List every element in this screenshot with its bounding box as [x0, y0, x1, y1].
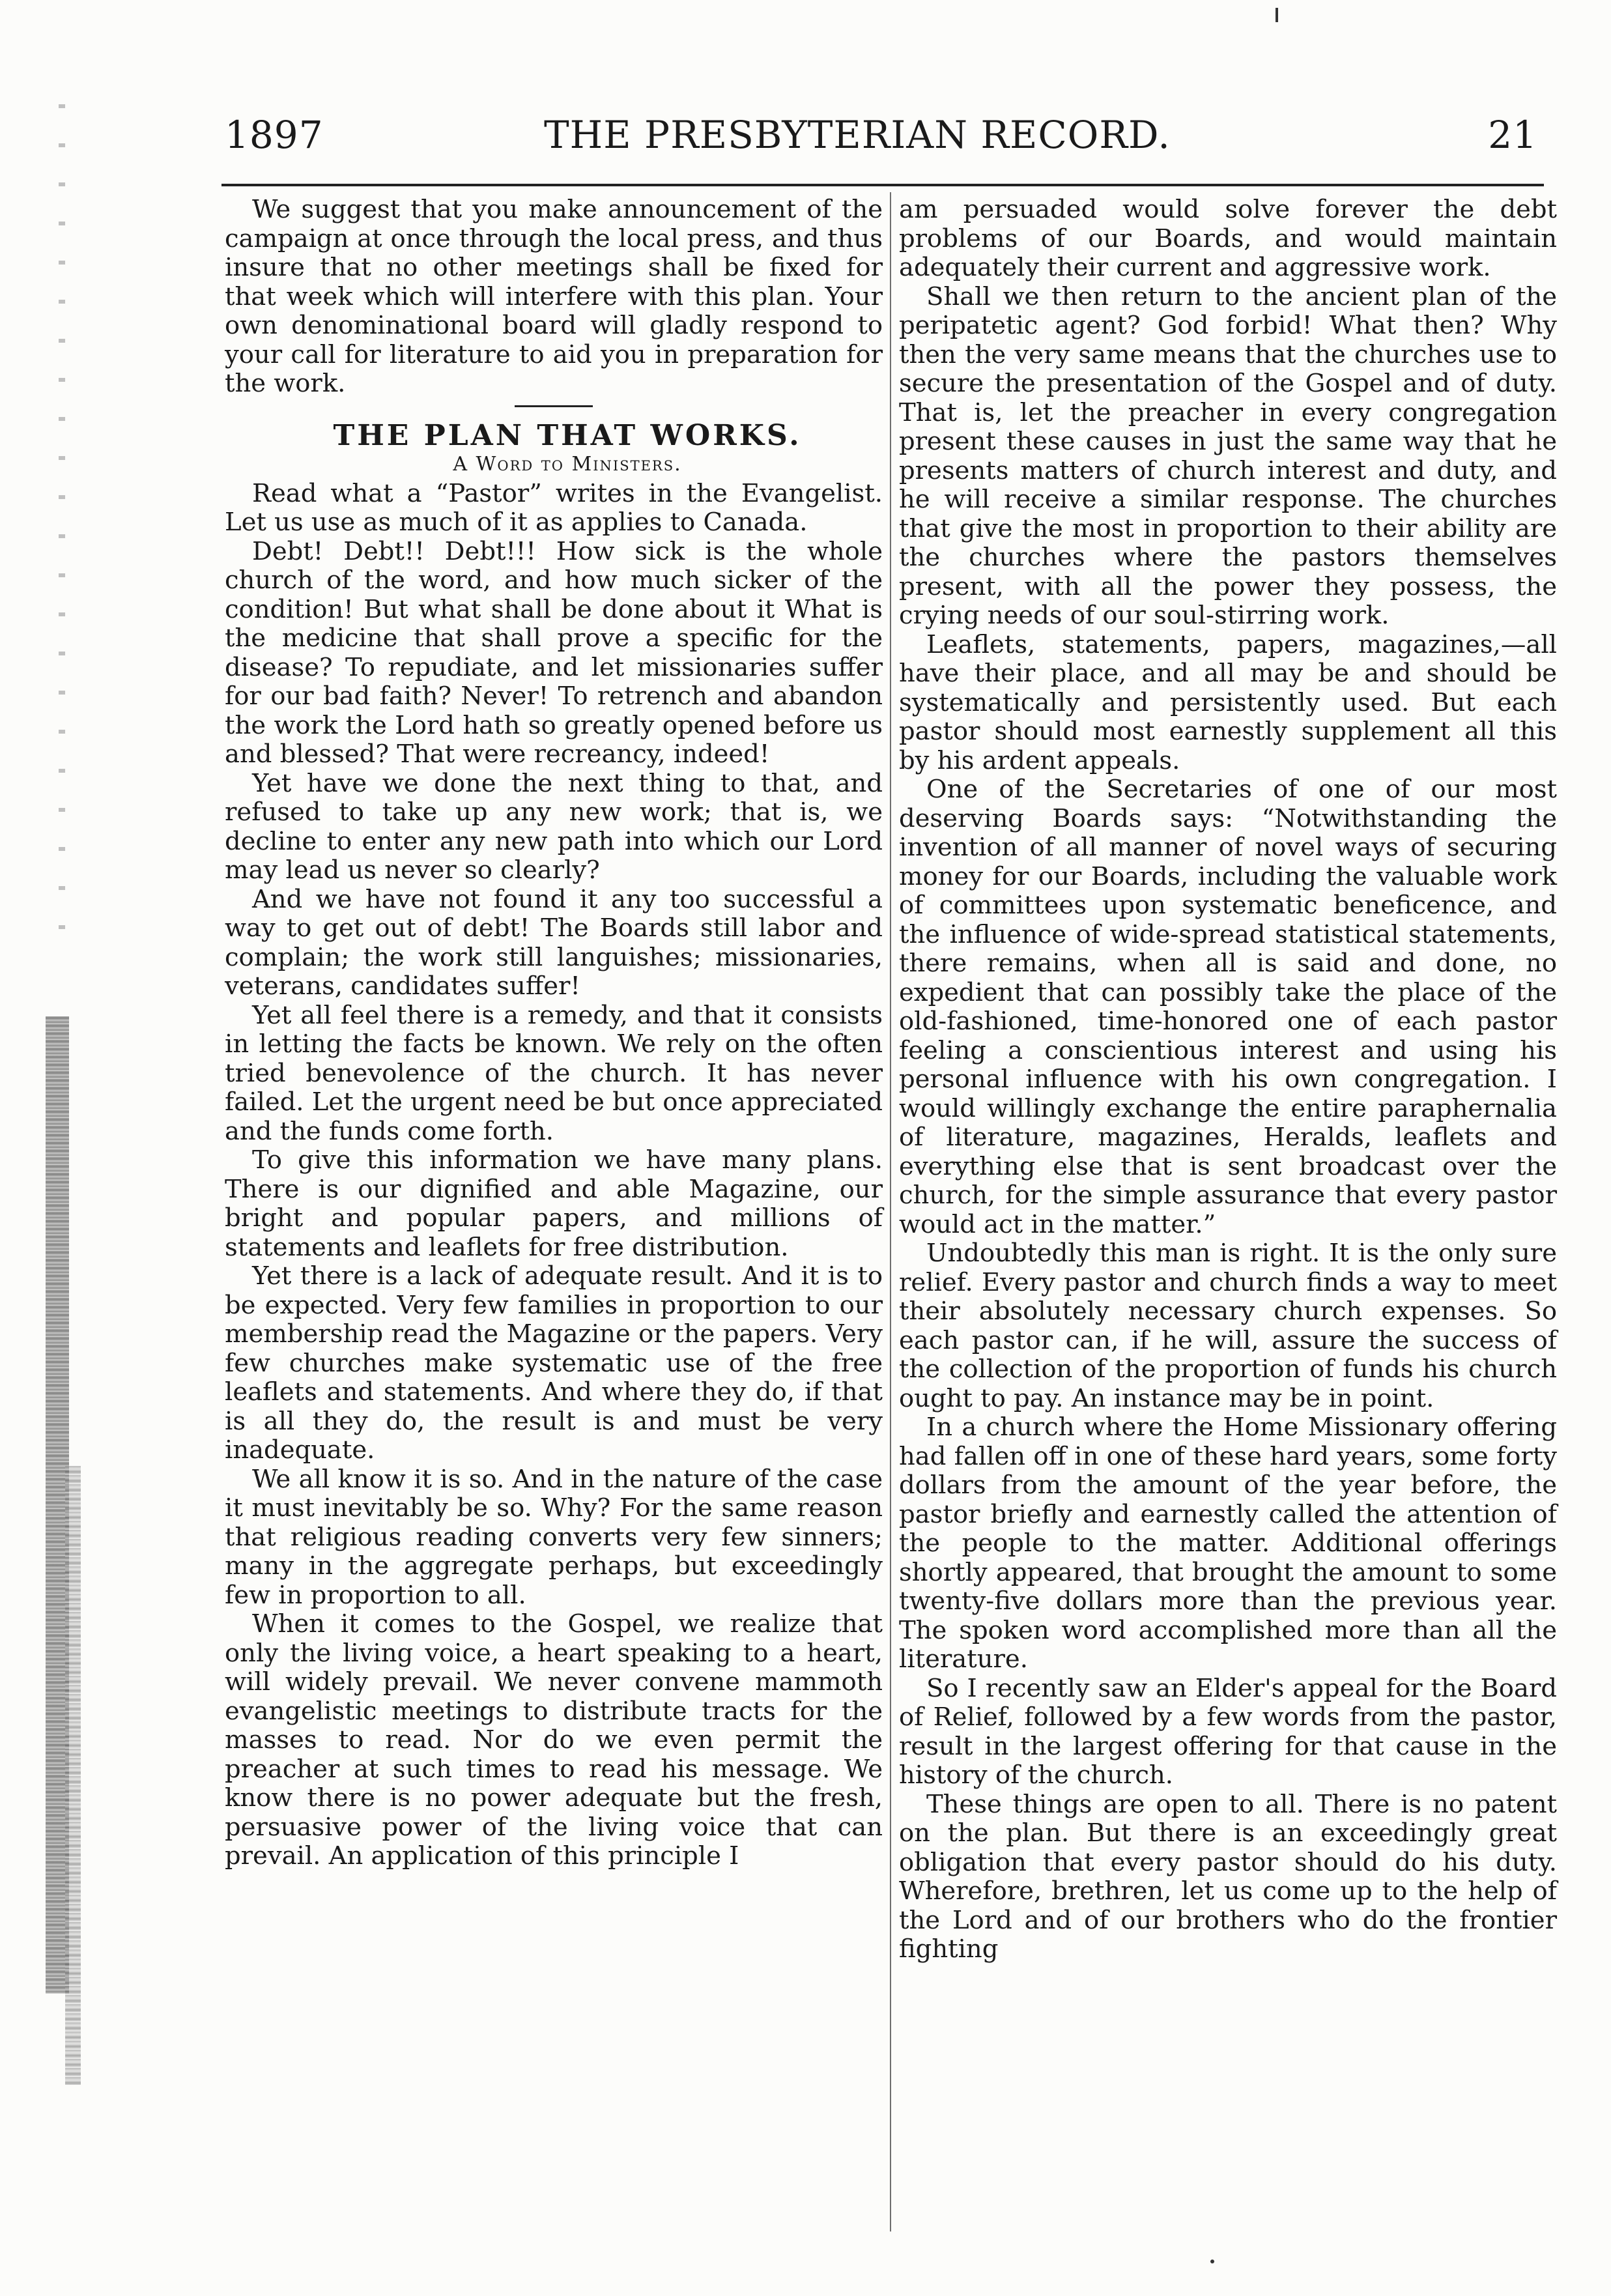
paragraph: To give this information we have many plans. There is our dignified and able Magazine, our bright and popular papers, and millions of statements and leaflets for free distribution.	[225, 1145, 883, 1262]
paragraph: Leaflets, statements, papers, magazines,—all have their place, and all may be and should be systematically and persistently used. But each pastor should most earnestly supplement all this by his ardent appeals.	[899, 629, 1557, 775]
article-heading: THE PLAN THAT WORKS.	[333, 418, 802, 452]
intro-paragraph: We suggest that you make announcement of the campaign at once through the local press, and thus insure that no other meetings shall be fixed for that week which will interfere with this plan. Your own denominational board will gladly respond to your call for literature to aid you in preparation for the work.	[225, 195, 883, 398]
paragraph: Yet have we done the next thing to that, and refused to take up any new work; that is, we decline to enter any new path into which our Lord may lead us never so clearly?	[225, 768, 883, 885]
paragraph: Yet there is a lack of adequate result. And it is to be expected. Very few families in proportion to our membership read the Magazine or the papers. Very few churches make systematic use of the free leaflets and statements. And where they do, if that is all they do, the result is and must be very inadequate.	[225, 1261, 883, 1465]
header-rule	[221, 184, 1544, 186]
scan-mark-top	[1276, 8, 1278, 22]
paragraph: When it comes to the Gospel, we realize that only the living voice, a heart speaking to a heart, will widely prevail. We never convene mammoth evangelistic meetings to distribute tracts for the masses to read. Nor do we even permit the preacher at such times to read his message. We know there is no power adequate but the fresh, persuasive power of the living voice that can prevail. An application of this principle I	[225, 1609, 883, 1871]
paragraph: Debt! Debt!! Debt!!! How sick is the whole church of the word, and how much sicker of the condition! But what shall be done about it What is the medicine that shall prove a specific for the disease? To repudiate, and let missionaries suffer for our bad faith? Never! To retrench and abandon the work the Lord hath so greatly opened before us and blessed? That were recreancy, indeed!	[225, 536, 883, 769]
scan-margin-noise-lower	[65, 1466, 81, 2085]
paragraph: Shall we then return to the ancient plan of the peripatetic agent? God forbid! What then? Why then the very same means that the churches use to secure the presentation of the Gospel and of duty. That is, let the preacher in every congregation present these causes in just the same way that he presents matters of church interest and duty, and he will receive a similar response. The churches that give the most in proportion to their ability are the churches where the pastors themselves present, with all the power they possess, the crying needs of our soul-stirring work.	[899, 281, 1557, 630]
page-header	[225, 106, 1537, 164]
section-divider	[515, 405, 593, 407]
scan-margin-dots	[59, 104, 65, 951]
paragraph: We all know it is so. And in the nature of the case it must inevitably be so. Why? For the same reason that religious reading converts very few sinners; many in the aggregate perhaps, but exceedingly few in proportion to all.	[225, 1464, 883, 1610]
paragraph: Read what a “Pastor” writes in the Evangelist. Let us use as much of it as applies to Canada.	[225, 478, 883, 537]
header-title: THE PRESBYTERIAN RECORD.	[544, 113, 1171, 157]
paragraph: These things are open to all. There is no patent on the plan. But there is an exceedingly great obligation that every pastor should do his duty. Wherefore, brethren, let us come up to the help of the Lord and of our brothers who do the frontier fighting	[899, 1789, 1557, 1964]
paragraph: One of the Secretaries of one of our most deserving Boards says: “Notwithstanding the invention of all manner of novel ways of securing money for our Boards, including the valuable work of committees upon systematic beneficence, and the influence of wide-spread statistical statements, there remains, when all is said and done, no expedient that can possibly take the place of the old-fashioned, time-honored one of each pastor feeling a conscientious interest and using his personal influence with his own congregation. I would willingly exchange the entire paraphernalia of literature, magazines, Heralds, leaflets and everything else that is sent broadcast over the church, for the simple assurance that every pastor would act in the matter.”	[899, 775, 1557, 1239]
header-year: 1897	[225, 113, 324, 157]
column-divider	[890, 192, 891, 2231]
footer-dot	[1210, 2260, 1214, 2263]
paragraph: Undoubtedly this man is right. It is the only sure relief. Every pastor and church finds a way to meet their absolutely necessary church expenses. So each pastor can, if he will, assure the success of the collection of the proportion of funds his church ought to pay. An instance may be in point.	[899, 1239, 1557, 1413]
continuation-paragraph: am persuaded would solve forever the debt problems of our Boards, and would maintain adequately their current and aggressive work.	[899, 195, 1557, 282]
paragraph: Yet all feel there is a remedy, and that it consists in letting the facts be known. We rely on the often tried benevolence of the church. It has never failed. Let the urgent need be but once appreciated and the funds come forth.	[225, 1000, 883, 1146]
paragraph: And we have not found it any too successful a way to get out of debt! The Boards still labor and complain; the work still languishes; missionaries, veterans, candidates suffer!	[225, 884, 883, 1001]
header-page-number: 21	[1488, 113, 1537, 157]
left-column	[225, 195, 883, 1871]
article-subheading: A Word to Ministers.	[453, 453, 682, 476]
paragraph: So I recently saw an Elder's appeal for the Board of Relief, followed by a few words from the pastor, result in the largest offering for that cause in the history of the church.	[899, 1673, 1557, 1790]
right-column	[899, 195, 1557, 1964]
paragraph: In a church where the Home Missionary offering had fallen off in one of these hard years, some forty dollars from the amount of the year before, the pastor briefly and earnestly called the attention of the people to the matter. Additional offerings shortly appeared, that brought the amount to some twenty-five dollars more than the previous year. The spoken word accomplished more than all the literature.	[899, 1413, 1557, 1674]
